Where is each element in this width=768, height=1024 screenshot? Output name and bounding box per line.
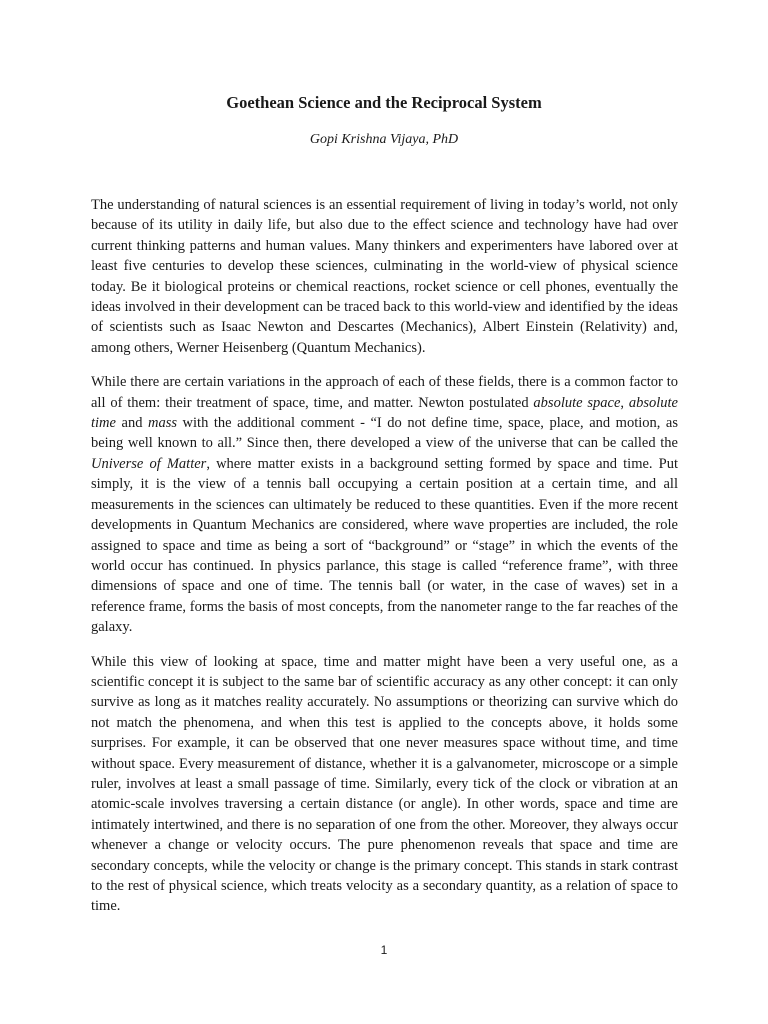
- italic-term: absolute time: [91, 394, 678, 432]
- text-segment: The understanding of natural sciences is an essential requirement of living in today’s world, not only because of its utility in daily life, but also due to the effect science and technology have had over current thinking patterns and human values. Many thinkers and experimenters have labored over at least five centuries to develop these sciences, culminating in the world-view of physical science today. Be it biological proteins or chemical reactions, rocket science or cell phones, eventually the ideas involved in their development can be traced back to this world-view and identified by the ideas of scientists such as Isaac Newton and Descartes (Mechanics), Albert Einstein (Relativity) and, among others, Werner Heisenberg (Quantum Mechanics).: [91, 197, 678, 356]
- document-title: Goethean Science and the Reciprocal System: [226, 93, 542, 112]
- text-segment: , where matter exists in a background setting formed by space and time. Put simply, it is the view of a tennis ball occupying a certain position at a certain time, and all measurements in the sciences can ultimately be reduced to these quantities. Even if the more recent developments in Quantum Mechanics are considered, where wave properties are included, the role assigned to space and time as being a sort of “background” or “stage” in which the events of the world occur has continued. In physics parlance, this stage is called “reference frame”, with three dimensions of space and one of time. The tennis ball (or water, in the case of waves) set in a reference frame, forms the basis of most concepts, from the nanometer range to the far reaches of the galaxy.: [91, 455, 679, 636]
- text-segment: and: [115, 415, 148, 432]
- text-segment: While there are certain variations in the approach of each of these fields, there is a common factor to all of them: their treatment of space, time, and matter. Newton postulated: [91, 374, 678, 411]
- text-segment: with the additional comment - “I do not define time, space, place, and motion, as being well known to all.” Since then, there developed a view of the universe that can be called the: [91, 415, 678, 452]
- paragraph-2: [91, 372, 678, 637]
- italic-term: Universe of Matter: [91, 455, 207, 472]
- document-author: Gopi Krishna Vijaya, PhD: [309, 132, 459, 147]
- page-number: 1: [380, 943, 388, 957]
- paragraph-3: [91, 652, 678, 917]
- document-body: [91, 195, 678, 931]
- text-segment: ,: [620, 394, 629, 411]
- italic-term: mass: [147, 415, 177, 432]
- text-segment: While this view of looking at space, time and matter might have been a very useful one, as a scientific concept it is subject to the same bar of scientific accuracy as any other concept: it can only survive as long as it matches reality accurately. No assumptions or theorizing can survive which do not match the phenomena, and when this test is applied to the concepts above, it holds some surprises. For example, it can be observed that one never measures space without time, and time without space. Every measurement of distance, whether it is a galvanometer, microscope or a simple ruler, involves at least a small passage of time. Similarly, every tick of the clock or vibration at an atomic-scale involves traversing a certain distance (or angle). In other words, space and time are intimately intertwined, and there is no separation of one from the other. Moreover, they always occur whenever a change or velocity occurs. The pure phenomenon reveals that space and time are secondary concepts, while the velocity or change is the primary concept. This stands in stark contrast to the rest of physical science, which treats velocity as a secondary quantity, as a relation of space to time.: [91, 653, 678, 915]
- italic-term: absolute space: [533, 394, 621, 411]
- paragraph-1: [91, 195, 678, 358]
